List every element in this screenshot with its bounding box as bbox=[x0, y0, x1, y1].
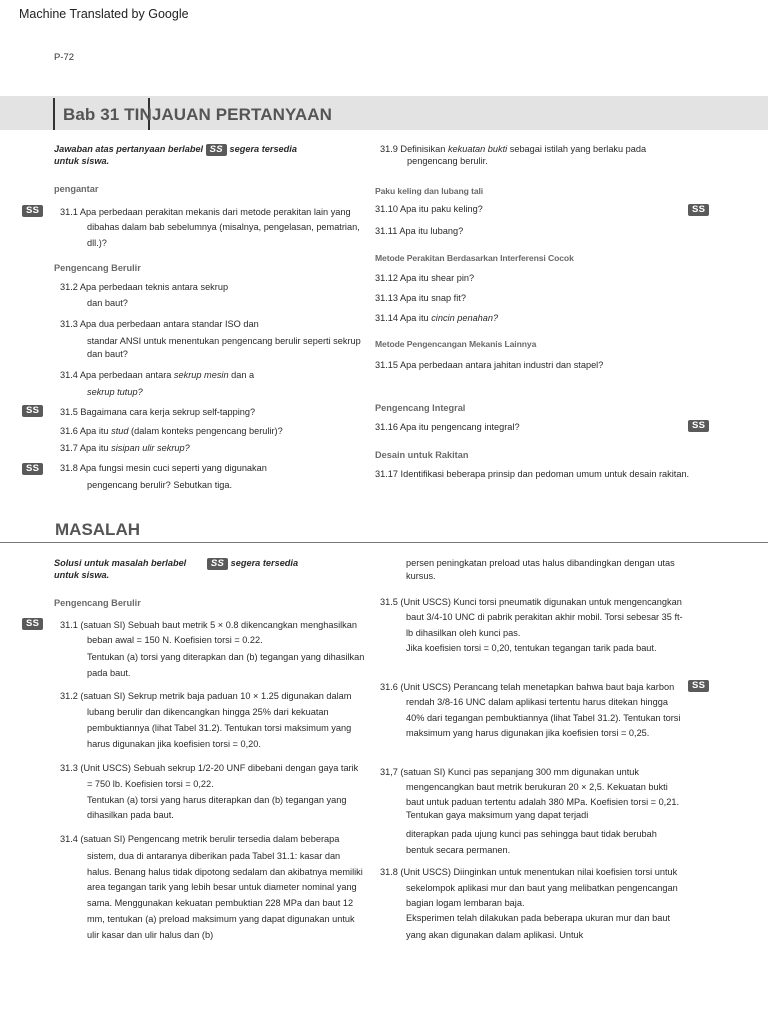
problem-31-4-cont: sistem, dua di antaranya diberikan pada Tabel 31.1: kasar dan bbox=[87, 851, 341, 861]
problem-31-8-cont: yang akan digunakan dalam aplikasi. Untuk bbox=[406, 930, 584, 940]
problem-31-4-cont: halus. Benang halus tidak dipotong sedalam dan akibatnya memiliki bbox=[87, 867, 363, 877]
ss-badge: SS bbox=[206, 144, 227, 156]
review-intro-line2: untuk siswa. bbox=[54, 156, 110, 166]
question-31-14 bbox=[375, 312, 498, 324]
question-31-8: 31.8 Apa fungsi mesin cuci seperti yang digunakan bbox=[60, 463, 267, 473]
problem-31-7-cont: bentuk secara permanen. bbox=[406, 845, 511, 855]
question-31-3-cont: dan baut? bbox=[87, 349, 128, 359]
problem-31-7-cont: baut untuk paduan tertentu adalah 380 MPa. Koefisien torsi = 0,21. bbox=[406, 797, 680, 807]
chapter-title: Bab 31 TINJAUAN PERTANYAAN bbox=[63, 105, 332, 124]
question-31-2: 31.2 Apa perbedaan teknis antara sekrup bbox=[60, 282, 229, 292]
section-heading-interferensi: Metode Perakitan Berdasarkan Interferensi Cocok bbox=[375, 253, 574, 263]
problem-31-3-cont: dihasilkan pada baut. bbox=[87, 810, 174, 820]
review-intro-text-post: segera tersedia bbox=[229, 144, 297, 154]
question-31-6 bbox=[60, 425, 283, 437]
question-text-italic: sekrup mesin bbox=[173, 370, 229, 380]
problem-31-4-cont: ulir kasar dan ulir halus dan (b) bbox=[87, 930, 214, 940]
ss-badge: SS bbox=[207, 558, 228, 570]
problem-31-3: 31.3 (Unit USCS) Sebuah sekrup 1/2-20 UNF dibebani dengan gaya tarik bbox=[60, 763, 359, 773]
page-number: P-72 bbox=[54, 52, 75, 63]
question-31-3-cont: standar ANSI untuk menentukan pengencang berulir seperti sekrup bbox=[87, 336, 361, 346]
question-31-16: 31.16 Apa itu pengencang integral? bbox=[375, 422, 520, 432]
problem-31-5-cont: Jika koefisien torsi = 0,20, tentukan tegangan tarik pada baut. bbox=[406, 643, 657, 653]
problem-31-8-cont: Eksperimen telah dilakukan pada beberapa ukuran mur dan baut bbox=[406, 913, 671, 923]
problem-31-1-cont: beban awal = 150 N. Koefisien torsi = 0.22. bbox=[87, 635, 263, 645]
question-31-4 bbox=[60, 369, 254, 381]
question-text-italic: kekuatan bukti bbox=[447, 144, 508, 154]
problem-31-8-cont: bagian logam lembaran baja. bbox=[406, 898, 525, 908]
problems-divider bbox=[0, 542, 768, 543]
problems-intro-text: Solusi untuk masalah berlabel bbox=[54, 558, 187, 568]
problem-31-8-cont: sekelompok aplikasi mur dan baut yang melibatkan pengencangan bbox=[406, 883, 678, 893]
problem-31-4-continuation: kursus. bbox=[406, 571, 436, 581]
section-heading-pengantar: pengantar bbox=[54, 184, 99, 194]
question-31-13: 31.13 Apa itu snap fit? bbox=[375, 293, 466, 303]
ss-badge: SS bbox=[688, 420, 709, 432]
problem-31-4-cont: mm, tentukan (a) preload maksimum yang dapat digunakan untuk bbox=[87, 914, 355, 924]
section-heading-berulir: Pengencang Berulir bbox=[54, 598, 141, 608]
question-text: dan a bbox=[228, 370, 255, 380]
ss-badge: SS bbox=[688, 204, 709, 216]
question-31-17: 31.17 Identifikasi beberapa prinsip dan pedoman umum untuk desain rakitan. bbox=[375, 469, 690, 479]
problem-31-2-cont: pembuktiannya (lihat Tabel 31.2). Tentukan torsi maksimum yang bbox=[87, 723, 352, 733]
problem-31-7-cont: mengencangkan baut metrik berukuran 20 × 2,5. Kekuatan bukti bbox=[406, 782, 668, 792]
question-31-11: 31.11 Apa itu lubang? bbox=[375, 226, 464, 236]
problem-31-2-cont: harus digunakan jika koefisien torsi = 0,20. bbox=[87, 739, 261, 749]
question-31-4-cont: sekrup tutup? bbox=[87, 387, 143, 397]
ss-badge: SS bbox=[688, 680, 709, 692]
question-31-9 bbox=[380, 143, 646, 155]
problem-31-5-cont: lb dihasilkan oleh kunci pas. bbox=[406, 628, 521, 638]
question-text: (dalam konteks pengencang berulir)? bbox=[128, 426, 283, 436]
problem-31-6-cont: 40% dari tegangan pembuktiannya (lihat Tabel 31.2). Tentukan torsi bbox=[406, 713, 681, 723]
problem-31-7-cont: diterapkan pada ujung kunci pas sehingga baut tidak berubah bbox=[406, 829, 657, 839]
question-text: 31.6 Apa itu bbox=[60, 426, 112, 436]
ss-badge: SS bbox=[22, 405, 43, 417]
question-text: 31.7 Apa itu bbox=[60, 443, 112, 453]
problem-31-3-cont: Tentukan (a) torsi yang harus diterapkan dan (b) tegangan yang bbox=[87, 795, 347, 805]
problem-31-2: 31.2 (satuan SI) Sekrup metrik baja paduan 10 × 1.25 digunakan dalam bbox=[60, 691, 352, 701]
problem-31-8: 31.8 (Unit USCS) Diinginkan untuk menentukan nilai koefisien torsi untuk bbox=[380, 867, 678, 877]
section-heading-desain: Desain untuk Rakitan bbox=[375, 450, 469, 460]
question-text-italic: sisipan ulir sekrup? bbox=[111, 443, 190, 453]
question-31-1 bbox=[60, 206, 351, 218]
question-text-italic: stud bbox=[111, 426, 129, 436]
ss-badge: SS bbox=[22, 463, 43, 475]
problem-31-5: 31.5 (Unit USCS) Kunci torsi pneumatik digunakan untuk mengencangkan bbox=[380, 597, 682, 607]
question-31-15: 31.15 Apa perbedaan antara jahitan industri dan stapel? bbox=[375, 360, 604, 370]
problem-31-7: 31,7 (satuan SI) Kunci pas sepanjang 300 mm digunakan untuk bbox=[380, 767, 639, 777]
question-31-5: 31.5 Bagaimana cara kerja sekrup self-tapping? bbox=[60, 407, 256, 417]
problems-title: MASALAH bbox=[55, 520, 140, 539]
problem-31-4-cont: sama. Menggunakan kekuatan pembuktian 228 MPa dan baut 12 bbox=[87, 898, 354, 908]
problem-31-7-cont: Tentukan gaya maksimum yang dapat terjadi bbox=[406, 810, 589, 820]
question-31-1-cont: dll.)? bbox=[87, 238, 107, 248]
section-heading-mekanis-lain: Metode Pengencangan Mekanis Lainnya bbox=[375, 339, 537, 349]
review-intro-text: Jawaban atas pertanyaan berlabel bbox=[54, 144, 204, 154]
question-31-10: 31.10 Apa itu paku keling? bbox=[375, 204, 483, 214]
question-text: 31.9 Definisikan bbox=[380, 144, 448, 154]
question-text-italic: cincin penahan? bbox=[431, 313, 499, 323]
problem-31-6-cont: rendah 3/8-16 UNC dalam aplikasi tertentu harus ditekan hingga bbox=[406, 697, 669, 707]
question-31-12: 31.12 Apa itu shear pin? bbox=[375, 273, 475, 283]
problem-31-4-cont: area tegangan tarik yang lebih besar untuk diameter nominal yang bbox=[87, 882, 357, 892]
question-31-9-cont: pengencang berulir. bbox=[407, 156, 488, 166]
problem-31-4: 31.4 (satuan SI) Pengencang metrik berulir tersedia dalam beberapa bbox=[60, 834, 340, 844]
section-heading-keling: Paku keling dan lubang tali bbox=[375, 186, 484, 196]
problem-31-6-cont: maksimum yang harus digunakan jika koefisien torsi = 0,25. bbox=[406, 728, 650, 738]
problem-31-1-cont: pada baut. bbox=[87, 668, 131, 678]
problem-31-6: 31.6 (Unit USCS) Perancang telah menetapkan bahwa baut baja karbon bbox=[380, 682, 675, 692]
ss-badge: SS bbox=[22, 618, 43, 630]
section-heading-berulir: Pengencang Berulir bbox=[54, 263, 141, 273]
problem-31-1: 31.1 (satuan SI) Sebuah baut metrik 5 × 0.8 dikencangkan menghasilkan bbox=[60, 620, 357, 630]
problem-31-3-cont: = 750 lb. Koefisien torsi = 0,22. bbox=[87, 779, 214, 789]
problem-31-2-cont: lubang berulir dan dikencangkan hingga 25% dari kekuatan bbox=[87, 707, 329, 717]
ss-badge: SS bbox=[22, 205, 43, 217]
section-heading-integral: Pengencang Integral bbox=[375, 403, 466, 413]
question-31-2-cont: dan baut? bbox=[87, 298, 128, 308]
question-31-3: 31.3 Apa dua perbedaan antara standar ISO dan bbox=[60, 319, 259, 329]
question-31-1-cont: dibahas dalam bab sebelumnya (misalnya, pengelasan, pematrian, bbox=[87, 222, 360, 232]
problems-intro-text-post: segera tersedia bbox=[230, 558, 299, 568]
question-text: 31.1 Apa perbedaan perakitan mekanis dari metode perakitan lain yang bbox=[60, 207, 351, 217]
problem-31-5-cont: baut 3/4-10 UNC di pabrik perakitan akhir mobil. Torsi sebesar 35 ft- bbox=[406, 612, 683, 622]
question-text: sebagai istilah yang berlaku pada bbox=[507, 144, 647, 154]
question-31-8-cont: pengencang berulir? Sebutkan tiga. bbox=[87, 480, 233, 490]
problems-intro-line2: untuk siswa. bbox=[54, 570, 110, 580]
problem-31-4-continuation: persen peningkatan preload utas halus dibandingkan dengan utas bbox=[406, 558, 675, 568]
chapter-divider-left bbox=[53, 98, 55, 130]
machine-translated-header: Machine Translated by Google bbox=[19, 7, 189, 21]
problem-31-1-cont: Tentukan (a) torsi yang diterapkan dan (b) tegangan yang dihasilkan bbox=[87, 652, 365, 662]
question-31-7 bbox=[60, 442, 190, 454]
question-text: 31.14 Apa itu bbox=[375, 313, 432, 323]
question-text: 31.4 Apa perbedaan antara bbox=[60, 370, 174, 380]
